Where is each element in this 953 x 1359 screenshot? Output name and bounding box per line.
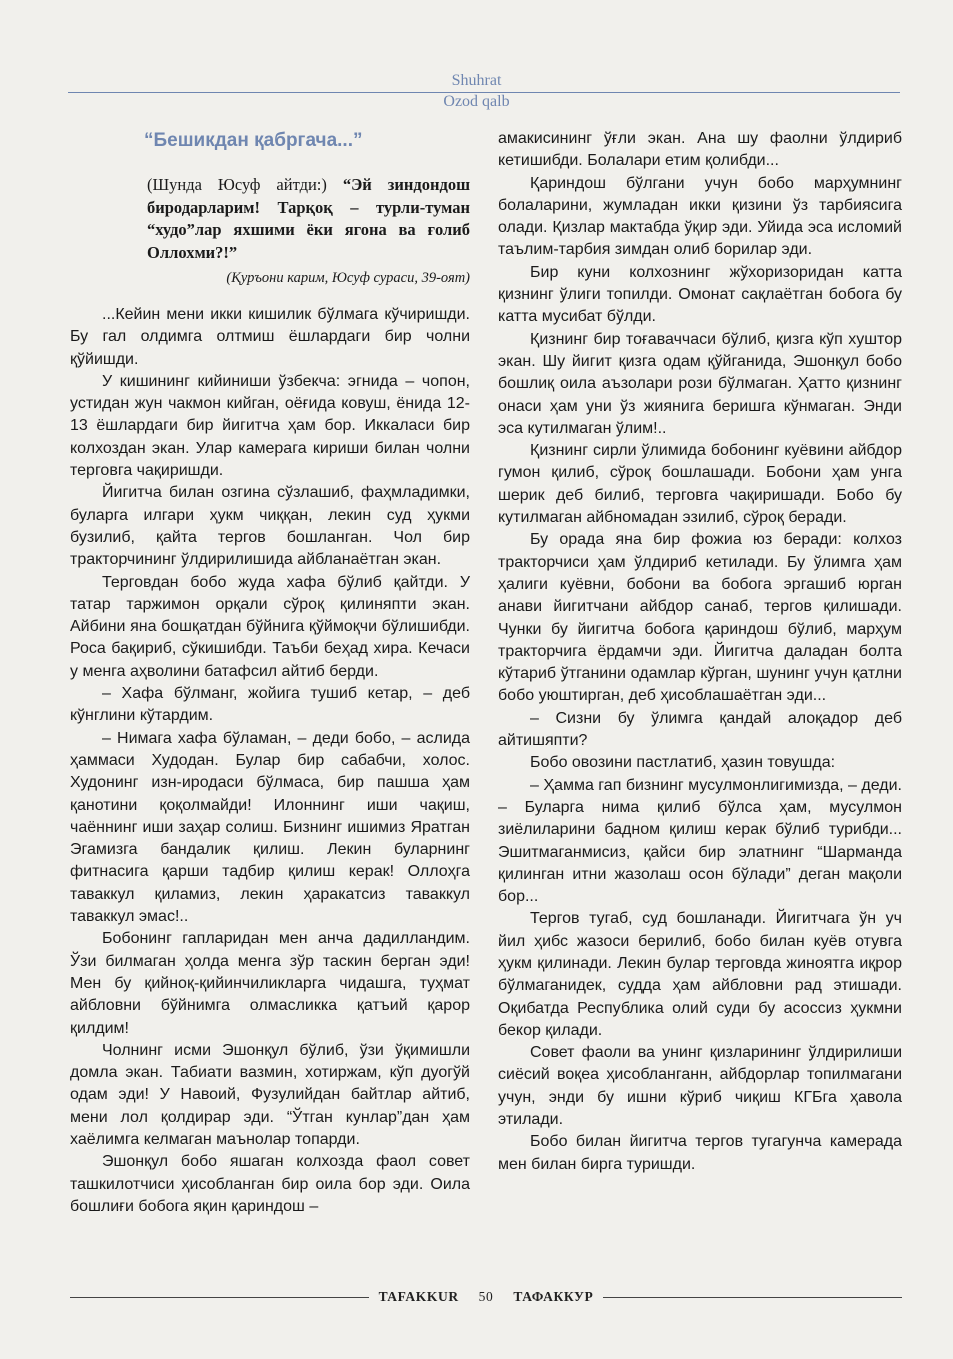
footer-rule-right [603, 1297, 902, 1298]
paragraph: Совет фаоли ва унинг қизларининг ўлдирилиши сиёсий воқеа ҳисобланганн, айбдорлар топилмагани учун, энди бу ишни кўриб чиқиш КГБга ҳавола этилади. [498, 1044, 902, 1129]
page-footer [70, 1289, 902, 1305]
paragraph: Қариндош бўлгани учун бобо марҳумнинг болаларини, жумладан икки қизини ўз тарбиясига олади. Қизлар мактабда ўқир эди. Уйида эса исломий таълим-тарбия зимдан олиб борилар эди. [498, 174, 902, 259]
paragraph: Йигитча билан озгина сўзлашиб, фаҳмладимки, буларга илгари ҳукм чиққан, лекин суд ҳукми бузилиб, қайта тергов бошланган. Чол бир тракторчининг ўлдирилишида айбланаётган экан. [70, 484, 470, 569]
right-column [498, 128, 902, 1176]
paragraph: Қизнинг бир тоғаваччаси бўлиб, қизга кўп хуштор экан. Шу йигит қизга одам қўйганида, Эшонқул бобо бошлиқ оила аъзолари рози бўлмаган. Ҳатто қизнинг онаси ҳам уни ўз жиянига беришга кўнмаган. Энди эса кутилмаган ўлим!.. [498, 330, 902, 437]
paragraph: Чолнинг исми Эшонқул бўлиб, ўзи ўқимишли домла экан. Табиати вазмин, хотиржам, кўп дуогўй одам эди! У Навоий, Фузулийдан байтлар айтиб, мени лол қолдирар эди. “Ўтган кунлар”дан ҳам хаёлимга келмаган маънолар топарди. [70, 1041, 470, 1148]
footer-rule-left [70, 1297, 369, 1298]
paragraph: Бобонинг гапларидан мен анча дадилландим. Ўзи билмаган ҳолда менга зўр таскин берган эди! Мен бу қийноқ-қийинчиликларга чидашга, туҳмат айбловни бўйнимга олмасликка қатъий қарор қилдим! [70, 930, 470, 1037]
running-header-author: Shuhrat [451, 72, 502, 89]
paragraph: Қизнинг сирли ўлимида бобонинг куёвини айбдор гумон қилиб, сўроқ бошлашади. Бобони ҳам унга шерик деб билиб, терговга чақиришади. Бобо бу кутилмаган айбномадан эзилиб, сўроқ беради. [498, 442, 902, 527]
paragraph: Тергов тугаб, суд бошланади. Йигитчага ўн уч йил ҳибс жазоси берилиб, бобо билан куёв отувга ҳукм қилинади. Лекин булар терговда жиноятга иқрор бўлмаганидек, судда ҳам айбловни рад этишади. Оқибатда Республика олий суди бу асоссиз ҳукмни бекор қилади. [498, 910, 902, 1039]
paragraph: Бобо билан йигитча тергов тугагунча камерада мен билан бирга туришди. [498, 1133, 902, 1173]
page-number: 50 [478, 1289, 494, 1304]
paragraph: – Сизни бу ўлимга қандай алоқадор деб айтишяпти? [498, 709, 902, 750]
paragraph: – Хафа бўлманг, жойига тушиб кетар, – деб кўнглини кўтардим. [70, 685, 470, 725]
right-body [498, 128, 902, 1176]
paragraph: Терговдан бобо жуда хафа бўлиб қайтди. У татар таржимон орқали сўроқ қилиняпти экан. Айбини яна бошқатдан бўйнига қўймоқчи бўлишибди. Роса бақириб, сўкишибди. Таъби беҳад хира. Кечаси у менга аҳволини батафсил айтиб берди. [70, 573, 470, 680]
article-title: “Бешикдан қабргача...” [144, 130, 363, 151]
paragraph: ...Кейин мени икки кишилик бўлмага кўчиришди. Бу гал олдимга олтмиш ёшлардаги бир чолни қўйишди. [70, 306, 470, 368]
epigraph-quote: “Эй зиндондош биродарларим! Тарқоқ – турли-туман “худо”лар яхшими ёки ягона ва ғолиб Оллохми?!” [147, 175, 470, 262]
left-column [70, 128, 470, 1218]
paragraph: Бобо овозини пастлатиб, ҳазин товушда: [530, 754, 836, 772]
left-body [70, 304, 470, 1218]
paragraph: Бу орада яна бир фожиа юз беради: колхоз тракторчиси ҳам ўлдириб кетилади. Бу ўлимга ҳам ҳалиги куёвни, бобони ва бобога эргашиб юрган анави йигитчани айбдор санаб, тергов қилишади. Чунки бу йигитча бобога қариндош бўлиб, марҳум тракторчига ёрдамчи эди. Йигитча даладан болта кўтариб ўтганини одамлар кўрган, шунинг учун қатлни бобо уюштирган, деб ҳисоблашаётган эди... [498, 531, 902, 705]
running-header-title: Ozod qalb [443, 93, 510, 110]
epigraph-source: (Қуръони карим, Юсуф сураси, 39-оят) [226, 270, 470, 286]
epigraph [147, 174, 470, 264]
paragraph: – Ҳамма гап бизнинг мусулмонлигимизда, – деди. – Буларга нима қилиб бўлса ҳам, мусулмон зиёлиларини бадном қилиш керак бўлиб турибди... Эшитмаганмисиз, қайси бир элатнинг “Шарманда қилинган итни жазолаш осон бўлади” деган мақоли бор... [498, 776, 902, 906]
paragraph: амакисининг ўғли экан. Ана шу фаолни ўлдириб кетишибди. Болалари етим қолибди... [498, 130, 902, 170]
paragraph: У кишининг кийиниши ўзбекча: эгнида – чопон, устидан жун чакмон кийган, оёғида ковуш, ёнида 12-13 ёшлардаги бир йигитча ҳам бор. Иккаласи бир колхоздан экан. Улар камерага кириши билан чолни терговга чақиришди. [70, 372, 470, 480]
paragraph: – Нимага хафа бўламан, – деди бобо, – аслида ҳаммаси Худодан. Булар бир сабабчи, холос. Худонинг изн-иродаси бўлмаса, бир пашша ҳам қанотини қоқолмайди! Илоннинг иши чақиш, чаённинг иши заҳар солиш. Бизнинг ишимиз Яратган Эгамизга бандалик қилиш. Лекин буларнинг фитнасига қарши тадбир қилиш керак! Оллоҳга таваккул қиламиз, лекин ҳаракатсиз таваккул таваккул эмас!.. [70, 729, 470, 926]
footer-journal-cyrillic: ТАФАККУР [513, 1289, 594, 1304]
epigraph-intro: (Шунда Юсуф айтди:) [147, 175, 343, 194]
paragraph: Эшонқул бобо яшаган колхозда фаол совет ташкилотчиси ҳисобланган бир оила бор эди. Оила бошлиғи бобога яқин қариндош – [70, 1153, 470, 1215]
paragraph: Бир куни колхознинг жўхоризоридан катта қизнинг ўлиги топилди. Омонат сақлаётган бобога бу катта мусибат бўлди. [498, 263, 902, 326]
footer-journal-latin: TAFAKKUR [378, 1289, 459, 1304]
